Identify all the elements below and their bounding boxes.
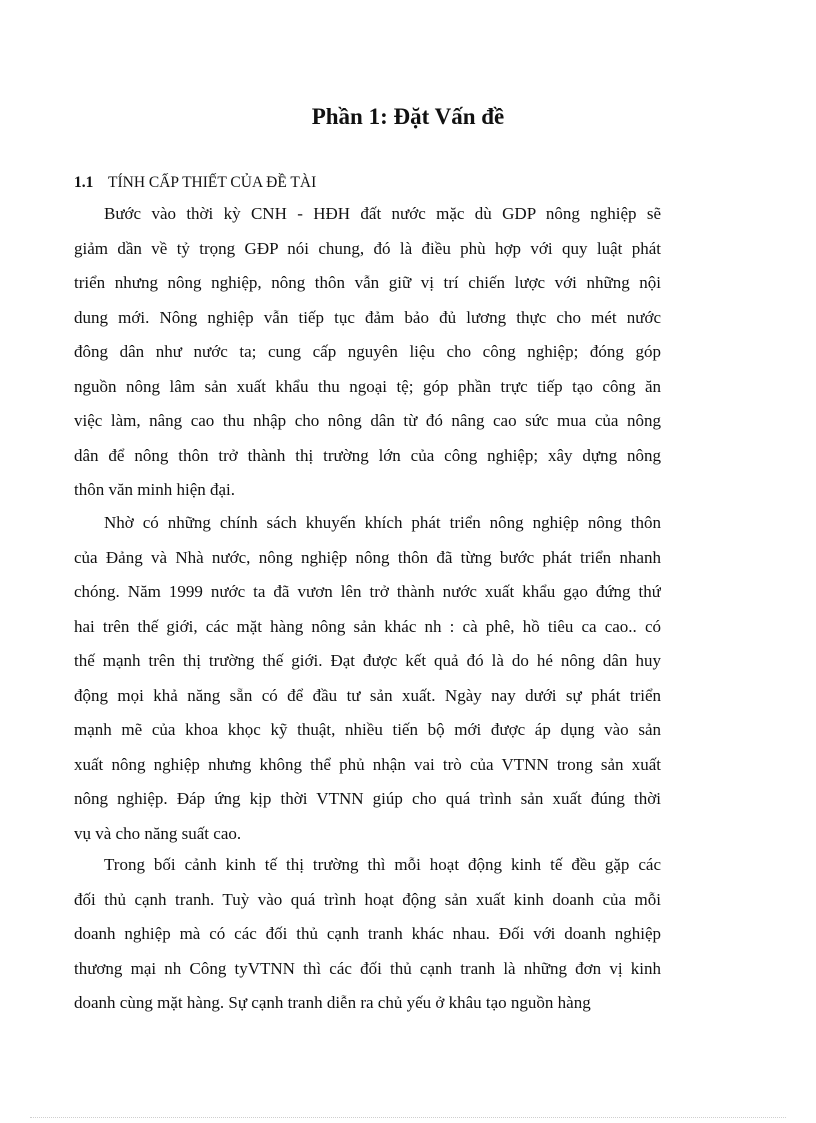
paragraph-3 xyxy=(74,848,661,1021)
paragraph-line: của Đảng và Nhà nước, nông nghiệp nông thôn đã từng bước phát triển nhanh xyxy=(74,547,661,567)
paragraph-line: triển nhưng nông nghiệp, nông thôn vẫn giữ vị trí chiến lược với những nội xyxy=(74,273,661,292)
paragraph-line: nông nghiệp. Đáp ứng kịp thời VTNN giúp cho quá trình sản xuất đúng thời xyxy=(74,789,661,808)
paragraph-line: hai trên thế giới, các mặt hàng nông sản khác nh : cà phê, hồ tiêu ca cao.. có xyxy=(74,616,661,636)
paragraph-line: thế mạnh trên thị trường thế giới. Đạt được kết quả đó là do hé nông dân huy xyxy=(74,651,661,670)
paragraph-line: giảm dần về tỷ trọng GĐP nói chung, đó là điều phù hợp với quy luật phát xyxy=(74,238,661,258)
paragraph-line: vụ và cho năng suất cao. xyxy=(74,823,242,843)
paragraph-line: dân để nông thôn trở thành thị trường lớn của công nghiệp; xây dựng nông xyxy=(74,445,661,465)
paragraph-2 xyxy=(74,506,661,851)
paragraph-line: dung mới. Nông nghiệp vẫn tiếp tục đảm bảo đủ lương thực cho mét nước xyxy=(74,307,661,327)
paragraph-line: doanh cùng mặt hàng. Sự cạnh tranh diễn ra chủ yếu ở khâu tạo nguồn hàng xyxy=(74,993,591,1012)
paragraph-line: xuất nông nghiệp nhưng không thể phủ nhận vai trò của VTNN trong sản xuất xyxy=(74,754,661,774)
paragraph-line: Trong bối cảnh kinh tế thị trường thì mỗi hoạt động kinh tế đều gặp các xyxy=(104,855,661,874)
paragraph-line: thương mại nh Công tyVTNN thì các đối thủ cạnh tranh là những đơn vị kinh xyxy=(74,958,661,978)
section-number: 1.1 xyxy=(74,174,94,191)
paragraph-line: mạnh mẽ của khoa khọc kỹ thuật, nhiều tiến bộ mới được áp dụng vào sản xyxy=(74,720,661,739)
paragraph-line: Bước vào thời kỳ CNH - HĐH đất nước mặc dù GDP nông nghiệp sẽ xyxy=(104,204,661,223)
paragraph-line: đối thủ cạnh tranh. Tuỳ vào quá trình hoạt động sản xuất kinh doanh của mỗi xyxy=(74,889,661,909)
paragraph-line: doanh nghiệp mà có các đối thủ cạnh tranh khác nhau. Đối với doanh nghiệp xyxy=(74,924,661,943)
section-heading-text: TÍNH CẤP THIẾT CỦA ĐỀ TÀI xyxy=(108,174,317,191)
section-heading xyxy=(74,171,316,195)
page-title: Phần 1: Đặt Vấn đề xyxy=(311,104,505,129)
paragraph-1 xyxy=(74,197,661,508)
paragraph-line: nguồn nông lâm sản xuất khẩu thu ngoại tệ; góp phần trực tiếp tạo công ăn xyxy=(74,376,661,396)
paragraph-line: động mọi khả năng sẵn có để đầu tư sản xuất. Ngày nay dưới sự phát triển xyxy=(74,685,661,705)
paragraph-line: đông dân như nước ta; cung cấp nguyên liệu cho công nghiệp; đóng góp xyxy=(74,342,661,361)
paragraph-line: thôn văn minh hiện đại. xyxy=(74,480,236,499)
paragraph-line: chóng. Năm 1999 nước ta đã vươn lên trở thành nước xuất khẩu gạo đứng thứ xyxy=(74,582,661,601)
paragraph-line: Nhờ có những chính sách khuyến khích phát triển nông nghiệp nông thôn xyxy=(104,513,661,532)
page-bottom-divider xyxy=(30,1117,786,1118)
paragraph-line: việc làm, nâng cao thu nhập cho nông dân từ đó nâng cao sức mua của nông xyxy=(74,411,661,430)
